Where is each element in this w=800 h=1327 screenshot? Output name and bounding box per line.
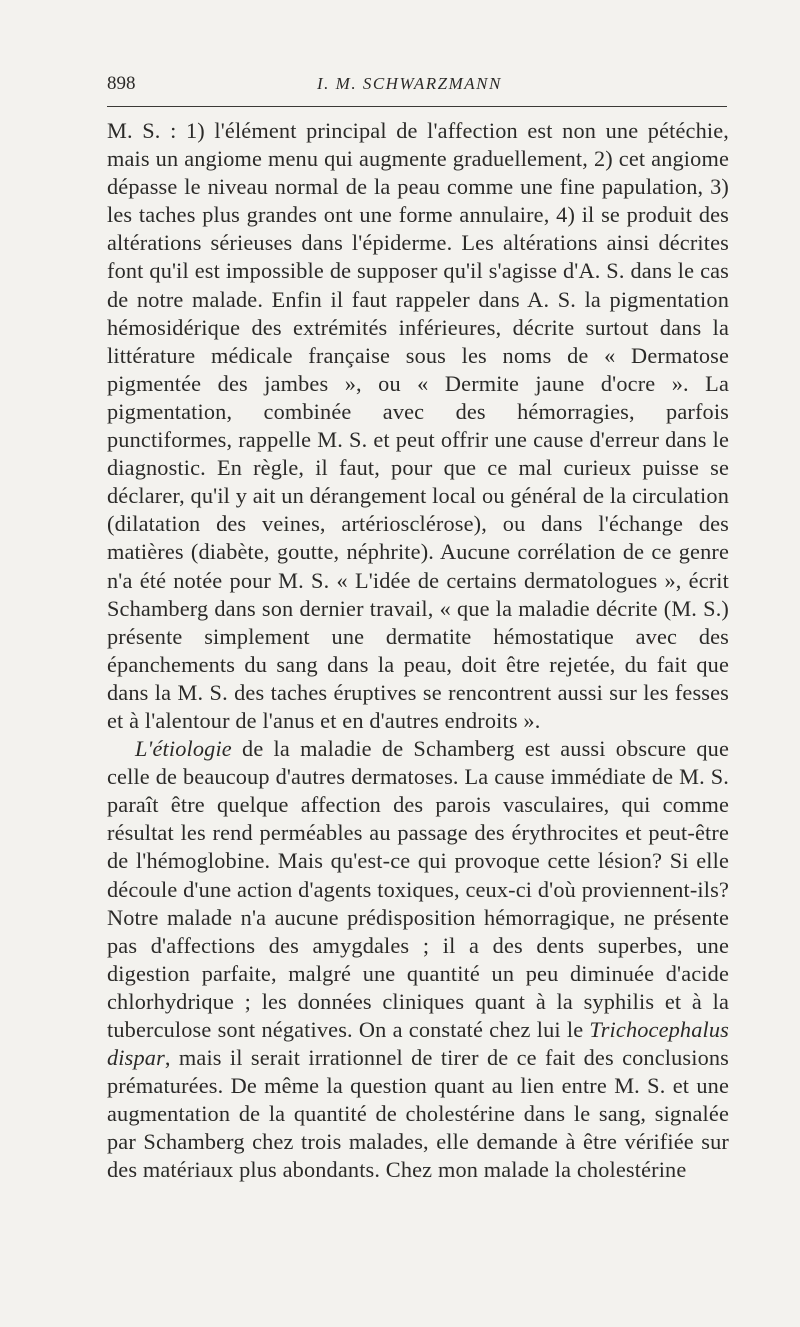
italic-term: L'étiologie bbox=[135, 736, 232, 762]
text-segment: , mais il serait irrationnel de tirer de ce fait des conclusions prématurées. De même la question quant au lien entre M. S. et une augmentation de la quantité de cholestérine dans le sang, signalée par Schamberg chez trois malades, elle demande à être vérifiée sur des matériaux plus abondants. Chez mon malade la cholestérine bbox=[107, 1045, 729, 1183]
page-content bbox=[107, 70, 729, 1185]
page-number: 898 bbox=[107, 73, 136, 94]
text-segment: M. S. : 1) l'élément principal de l'affection est non une pétéchie, mais un angiome menu qui augmente graduellement, 2) cet angiome dépasse le niveau normal de la peau comme une fine papulation, 3) les taches plus grandes ont une forme annulaire, 4) il se produit des altérations sérieuses dans l'épiderme. Les altérations ainsi décrites font qu'il est impossible de supposer qu'il s'agisse d'A. S. dans le cas de notre malade. Enfin il faut rappeler dans A. S. la pigmentation hémosidérique des extrémités inférieures, décrite surtout dans la littérature médicale française sous les noms de « Dermatose pigmentée des jambes », ou « Dermite jaune d'ocre ». La pigmentation, combinée avec des hémorragies, parfois punctiformes, rappelle M. S. et peut offrir une cause d'erreur dans le diagnostic. En règle, il faut, pour que ce mal curieux puisse se déclarer, qu'il y ait un dérangement local ou général de la circulation (dilatation des veines, artériosclérose), ou dans l'échange des matières (diabète, goutte, néphrite). Aucune corrélation de ce genre n'a été notée pour M. S. « L'idée de certains dermatologues », écrit Schamberg dans son dernier travail, « que la maladie décrite (M. S.) présente simplement une dermatite hémostatique avec des épanchements du sang dans la peau, doit être rejetée, du fait que dans la M. S. des taches éruptives se rencontrent aussi sur les fesses et à l'alentour de l'anus et en d'autres endroits ». bbox=[107, 118, 729, 733]
running-title-author: I. M. SCHWARZMANN bbox=[317, 74, 502, 93]
body-text bbox=[107, 117, 729, 1185]
italic-term: Trichocephalus dispar bbox=[107, 1017, 729, 1071]
header-rule bbox=[107, 106, 727, 107]
paragraph bbox=[107, 117, 729, 735]
running-head bbox=[107, 70, 729, 98]
paragraph bbox=[107, 735, 729, 1185]
text-segment: de la maladie de Schamberg est aussi obscure que celle de beaucoup d'autres dermatoses. La cause immédiate de M. S. paraît être quelque affection des parois vasculaires, qui comme résultat les rend perméables au passage des érythrocites et peut-être de l'hémoglobine. Mais qu'est-ce qui provoque cette lésion? Si elle découle d'une action d'agents toxiques, ceux-ci d'où proviennent-ils? Notre malade n'a aucune prédisposition hémorragique, ne présente pas d'affections des amygdales ; il a des dents superbes, une digestion parfaite, malgré une quantité un peu diminuée d'acide chlorhydrique ; les données cliniques quant à la syphilis et à la tuberculose sont négatives. On a constaté chez lui le bbox=[107, 736, 729, 1042]
